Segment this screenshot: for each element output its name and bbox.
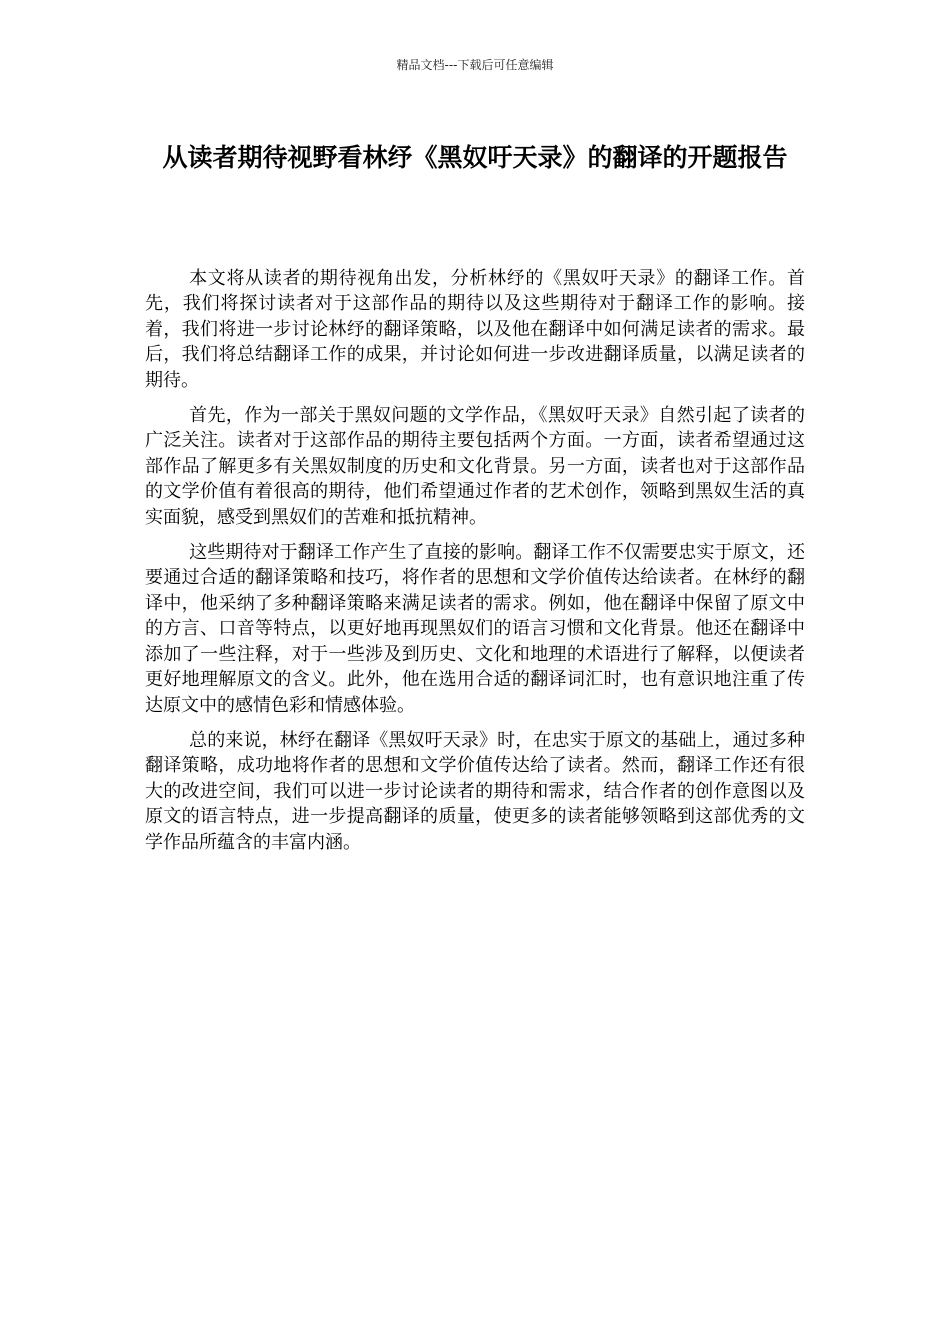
- page-header: 精品文档---下载后可任意编辑: [396, 58, 554, 72]
- paragraph-translation-strategies: 这些期待对于翻译工作产生了直接的影响。翻译工作不仅需要忠实于原文，还要通过合适的翻译策略和技巧，将作者的思想和文学价值传达给读者。在林纾的翻译中，他采纳了多种翻译策略来满足读者的需求。例如，他在翻译中保留了原文中的方言、口音等特点，以更好地再现黑奴们的语言习惯和文化背景。他还在翻译中添加了一些注释，对于一些涉及到历史、文化和地理的术语进行了解释，以便读者更好地理解原文的含义。此外，他在选用合适的翻译词汇时，也有意识地注重了传达原文中的感情色彩和情感体验。: [145, 542, 805, 716]
- paragraph-conclusion: 总的来说，林纾在翻译《黑奴吁天录》时，在忠实于原文的基础上，通过多种翻译策略，成功地将作者的思想和文学价值传达给了读者。然而，翻译工作还有很大的改进空间，我们可以进一步讨论读者的期待和需求，结合作者的创作意图以及原文的语言特点，进一步提高翻译的质量，使更多的读者能够领略到这部优秀的文学作品所蕴含的丰富内涵。: [145, 729, 805, 853]
- paragraph-reader-expectations: 首先，作为一部关于黑奴问题的文学作品，《黑奴吁天录》自然引起了读者的广泛关注。读者对于这部作品的期待主要包括两个方面。一方面，读者希望通过这部作品了解更多有关黑奴制度的历史和文化背景。另一方面，读者也对于这部作品的文学价值有着很高的期待，他们希望通过作者的艺术创作，领略到黑奴生活的真实面貌，感受到黑奴们的苦难和抵抗精神。: [145, 405, 805, 528]
- paragraph-intro: 本文将从读者的期待视角出发，分析林纾的《黑奴吁天录》的翻译工作。首先，我们将探讨读者对于这部作品的期待以及这些期待对于翻译工作的影响。接着，我们将进一步讨论林纾的翻译策略，以及他在翻译中如何满足读者的需求。最后，我们将总结翻译工作的成果，并讨论如何进一步改进翻译质量，以满足读者的期待。: [145, 268, 805, 391]
- document-body: [145, 266, 805, 865]
- document-title: 从读者期待视野看林纾《黑奴吁天录》的翻译的开题报告: [162, 143, 788, 172]
